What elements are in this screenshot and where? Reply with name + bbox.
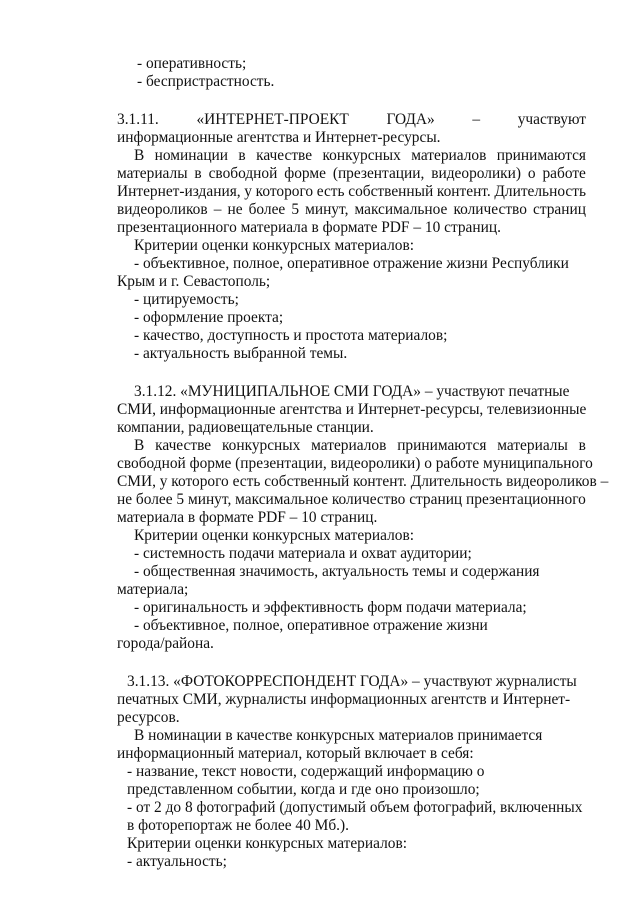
heading-continuation: информационные агентства и Интернет-ресурсы. [117, 129, 441, 146]
list-item: представленном событии, когда и где оно произошло; [127, 781, 480, 798]
list-item: - общественная значимость, актуальность темы и содержания [134, 563, 540, 580]
list-item: - качество, доступность и простота материалов; [134, 327, 448, 344]
list-item: - оперативность; [137, 55, 247, 72]
heading-continuation: печатных СМИ, журналисты информационных агентств и Интернет- [117, 691, 571, 708]
list-item: - актуальность выбранной темы. [134, 345, 348, 362]
heading-continuation: СМИ, информационные агентства и Интернет-ресурсы, телевизионные [117, 401, 587, 418]
criteria-heading: Критерии оценки конкурсных материалов: [134, 237, 414, 254]
heading-continuation: компании, радиовещательные станции. [117, 419, 374, 436]
paragraph-line: материала в формате PDF – 10 страниц. [117, 509, 378, 526]
list-item: материала; [117, 581, 189, 598]
list-item: Крым и г. Севастополь; [117, 273, 271, 290]
list-item: - название, текст новости, содержащий информацию о [127, 763, 485, 780]
section-heading-3-1-12: 3.1.12. «МУНИЦИПАЛЬНОЕ СМИ ГОДА» – участвуют печатные [134, 383, 570, 400]
paragraph-line: видеороликов – не более 5 минут, максимальное количество страниц [117, 201, 586, 218]
paragraph-line: материалы в свободной форме (презентации, видеоролики) о работе [117, 165, 586, 182]
paragraph-line: В номинации в качестве конкурсных материалов принимаются [134, 147, 586, 164]
list-item: в фоторепортаж не более 40 Мб.). [127, 817, 349, 834]
list-item: - оформление проекта; [134, 309, 284, 326]
heading-continuation: ресурсов. [117, 709, 180, 726]
criteria-heading: Критерии оценки конкурсных материалов: [134, 527, 414, 544]
section-heading-3-1-13: 3.1.13. «ФОТОКОРРЕСПОНДЕНТ ГОДА» – участвуют журналисты [127, 673, 577, 690]
paragraph-line: презентационного материала в формате PDF – 10 страниц. [117, 219, 501, 236]
list-item: города/района. [117, 635, 214, 652]
list-item: - объективное, полное, оперативное отражение жизни Республики [134, 255, 569, 272]
paragraph-line: СМИ, у которого есть собственный контент. Длительность видеороликов – [117, 473, 609, 490]
paragraph-line: Интернет-издания, у которого есть собственный контент. Длительность [117, 183, 586, 200]
paragraph-line: В качестве конкурсных материалов принимаются материалы в [134, 437, 586, 454]
paragraph-line: не более 5 минут, максимальное количество страниц презентационного [117, 491, 586, 508]
list-item: - цитируемость; [134, 291, 239, 308]
paragraph-line: информационный материал, который включает в себя: [117, 745, 474, 762]
section-heading-3-1-11: 3.1.11. «ИНТЕРНЕТ-ПРОЕКТ ГОДА» – участвуют [117, 111, 586, 128]
criteria-heading: Критерии оценки конкурсных материалов: [127, 835, 407, 852]
list-item: - от 2 до 8 фотографий (допустимый объем фотографий, включенных [127, 799, 583, 816]
paragraph-line: В номинации в качестве конкурсных материалов принимается [134, 727, 543, 744]
list-item: - актуальность; [127, 853, 227, 870]
list-item: - оригинальность и эффективность форм подачи материала; [134, 599, 527, 616]
list-item: - беспристрастность. [137, 73, 275, 90]
list-item: - объективное, полное, оперативное отражение жизни [134, 617, 488, 634]
paragraph-line: свободной форме (презентации, видеоролики) о работе муниципального [117, 455, 593, 472]
list-item: - системность подачи материала и охват аудитории; [134, 545, 472, 562]
